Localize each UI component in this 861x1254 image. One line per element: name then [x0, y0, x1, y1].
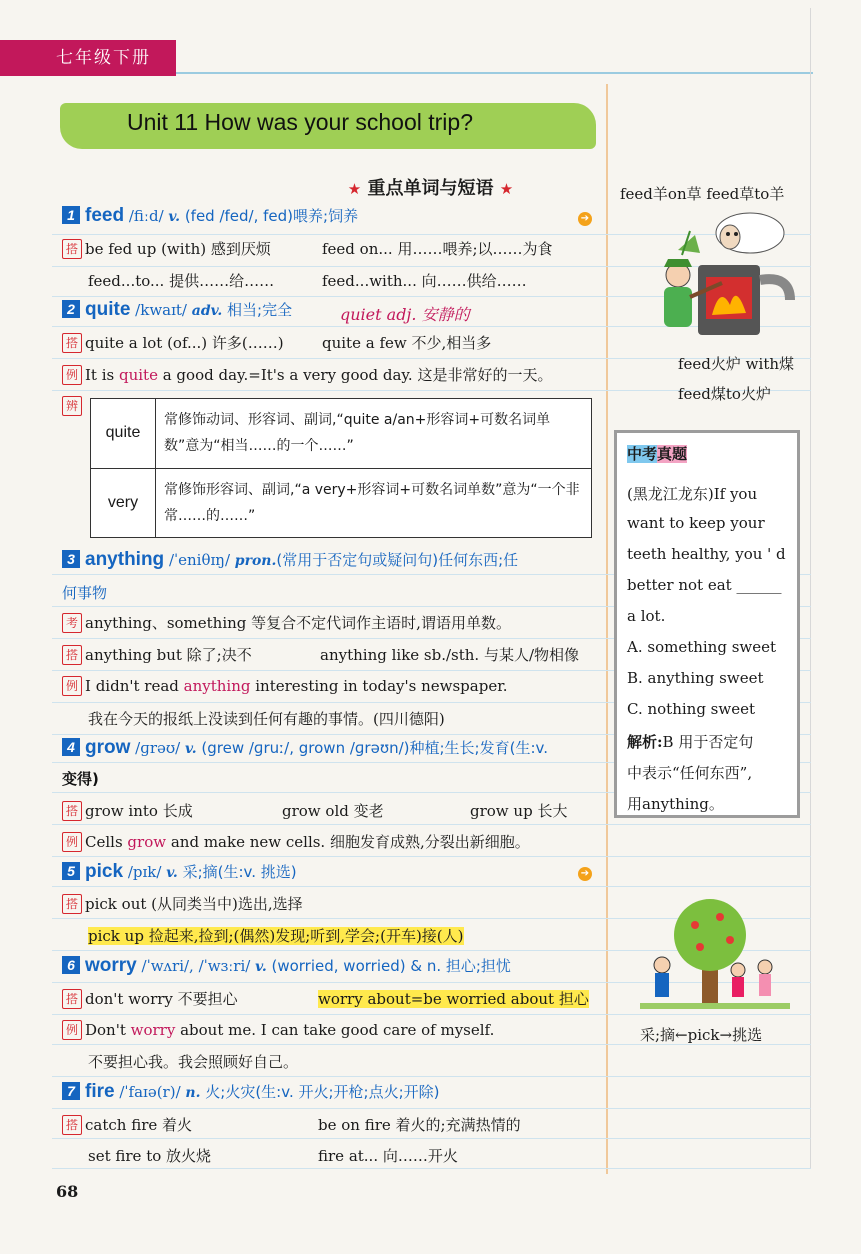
ruled-line: [52, 1076, 811, 1077]
phrase: grow up 长大: [470, 802, 568, 820]
meaning: 火;火灾(生:v. 开火;开枪;点火;开除): [205, 1083, 440, 1101]
example-keyword: grow: [127, 833, 167, 851]
phrase-row: [62, 1114, 192, 1135]
table-key: very: [91, 468, 156, 538]
exam-heading-b: 真题: [657, 445, 688, 463]
analysis-line: [627, 731, 753, 752]
question-line: a lot.: [627, 607, 666, 625]
tag-li-icon: 例: [62, 676, 82, 696]
pick-caption: 采;摘←pick→挑选: [640, 1026, 763, 1044]
phrase: anything like sb./sth. 与某人/物相像: [320, 646, 580, 664]
tag-bian-icon: 辨: [62, 396, 82, 416]
phrase: catch fire 着火: [85, 1116, 193, 1134]
entry-pick-head: [62, 861, 297, 883]
furnace-icon: [698, 265, 790, 335]
highlighted-phrase: worry about=be worried about 担心: [318, 990, 589, 1008]
phrase: [318, 988, 589, 1009]
example-text: interesting in today's newspaper.: [250, 677, 508, 695]
part-of-speech: adv.: [191, 303, 223, 319]
example-text: Cells: [85, 833, 128, 851]
headword: worry: [85, 955, 137, 976]
feed-illustration: [640, 205, 810, 345]
grade-tab: 七年级下册: [0, 40, 176, 76]
phrase: quite a lot (of...) 许多(……): [85, 334, 284, 352]
ruled-line: [52, 856, 811, 857]
entry-number: 7: [62, 1082, 80, 1100]
phrase: [88, 925, 464, 946]
meaning: (fed /fed/, fed)喂养;饲养: [184, 207, 359, 225]
table-row: [91, 399, 592, 469]
meaning: 采;摘(生:v. 挑选): [182, 863, 297, 881]
ruled-line: [52, 824, 811, 825]
question-line: (黑龙江龙东)If you: [627, 485, 758, 503]
phrase: anything but 除了;决不: [85, 646, 252, 664]
note-text: anything、something 等复合不定代词作主语时,谓语用单数。: [85, 614, 511, 632]
tag-da-icon: 搭: [62, 239, 82, 259]
page-number: 68: [56, 1182, 79, 1201]
entry-number: 4: [62, 738, 80, 756]
question-line: want to keep your: [627, 514, 765, 532]
phonetic: /ˈfaɪə(r)/: [119, 1083, 181, 1101]
tag-li-icon: 例: [62, 365, 82, 385]
ruled-line: [52, 1138, 811, 1139]
question-line: teeth healthy, you ' d: [627, 545, 786, 563]
example-text: about me. I can take good care of myself.: [175, 1021, 495, 1039]
feed-caption-b2: feed煤to火炉: [678, 385, 771, 403]
feed-caption-b1: feed火炉 with煤: [678, 355, 795, 373]
arrow-icon: ➔: [578, 867, 592, 881]
part-of-speech: v.: [168, 209, 181, 225]
example-keyword: worry: [130, 1021, 176, 1039]
entry-fire-head: [62, 1081, 440, 1103]
star-icon: ★: [347, 180, 362, 198]
phonetic: /ɡrəʊ/: [135, 739, 181, 757]
option-b: B. anything sweet: [627, 669, 764, 687]
example-row: [62, 1020, 494, 1040]
phrase: grow old 变老: [282, 802, 384, 820]
example-keyword: quite: [118, 366, 158, 384]
phrase: fire at... 向……开火: [318, 1147, 458, 1165]
table-key: quite: [91, 399, 156, 469]
tag-kao-icon: 考: [62, 613, 82, 633]
headword: feed: [85, 205, 125, 226]
analysis-text: B 用于否定句: [662, 733, 754, 751]
headword: quite: [85, 299, 131, 320]
phonetic: /ˈeniθɪŋ/: [168, 551, 231, 569]
sheep-icon: [678, 213, 784, 255]
tag-li-icon: 例: [62, 832, 82, 852]
headword: grow: [85, 737, 131, 758]
part-of-speech: pron.: [234, 553, 277, 569]
exam-question-box: [614, 430, 800, 818]
phonetic: /pɪk/: [127, 863, 162, 881]
analysis-line: 用anything。: [627, 795, 724, 813]
phrase: set fire to 放火烧: [88, 1147, 212, 1165]
part-of-speech: v.: [166, 865, 178, 881]
phrase: be fed up (with) 感到厌烦: [85, 240, 271, 258]
example-row: [62, 676, 507, 696]
tag-da-icon: 搭: [62, 801, 82, 821]
entry-number: 5: [62, 862, 80, 880]
comparison-table: [90, 398, 592, 538]
entry-number: 2: [62, 300, 80, 318]
headword: anything: [85, 549, 165, 570]
part-of-speech: v.: [185, 741, 197, 757]
entry-anything-head: [62, 549, 518, 571]
question-line: better not eat ______: [627, 576, 782, 594]
table-value: 常修饰动词、形容词、副词,“quite a/an+形容词+可数名词单数”意为“相当……的一个……”: [156, 399, 592, 469]
example-text: I didn't read: [85, 677, 184, 695]
example-text: a good day.=It's a very good day. 这是非常好的一天。: [157, 366, 553, 384]
example-text: and make new cells. 细胞发育成熟,分裂出新细胞。: [166, 833, 530, 851]
headword: pick: [85, 861, 124, 882]
section-heading-text: 重点单词与短语: [367, 178, 494, 199]
note-row: [62, 612, 511, 633]
part-of-speech: v.: [255, 959, 267, 975]
example-row: [62, 364, 552, 385]
highlighted-phrase: pick up 捡起来,捡到;(偶然)发现;听到,学会;(开车)接(人): [88, 927, 464, 945]
phrase-row: [62, 332, 284, 353]
part-of-speech: n.: [185, 1085, 201, 1101]
phrase: grow into 长成: [85, 802, 193, 820]
phrase-row: [62, 800, 193, 821]
meaning-cont: 何事物: [62, 584, 108, 602]
option-c: C. nothing sweet: [627, 700, 756, 718]
phonetic: /ˈwʌri/, /ˈwɜːri/: [141, 957, 251, 975]
meaning: (常用于否定句或疑问句)任何东西;任: [276, 551, 519, 569]
ruled-line: [52, 886, 811, 887]
tag-da-icon: 搭: [62, 1115, 82, 1135]
phrase: pick out (从同类当中)选出,选择: [85, 895, 303, 913]
tag-bian-row: [62, 396, 85, 416]
example-text: It is: [85, 366, 119, 384]
phrase-row: [62, 988, 238, 1009]
tag-da-icon: 搭: [62, 989, 82, 1009]
example-translation: 我在今天的报纸上没读到任何有趣的事情。(四川德阳): [88, 710, 445, 728]
phrase: don't worry 不要担心: [85, 990, 238, 1008]
phrase: be on fire 着火的;充满热情的: [318, 1116, 521, 1134]
example-text: Don't: [85, 1021, 131, 1039]
phrase-row: [62, 893, 303, 914]
feed-caption-top: feed羊on草 feed草to羊: [620, 185, 785, 203]
example-translation: 不要担心我。我会照顾好自己。: [88, 1053, 299, 1071]
phrase: feed on... 用……喂养;以……为食: [322, 240, 553, 258]
phrase: quite a few 不少,相当多: [322, 334, 492, 352]
tag-da-icon: 搭: [62, 645, 82, 665]
column-divider: [606, 84, 608, 1174]
example-row: [62, 831, 530, 852]
phonetic: /kwaɪt/: [135, 301, 187, 319]
ruled-line: [52, 1168, 811, 1169]
option-a: A. something sweet: [627, 638, 777, 656]
table-value: 常修饰形容词、副词,“a very+形容词+可数名词单数”意为“一个非常……的……”: [156, 468, 592, 538]
meaning: (grew /ɡruː/, grown /ɡrəʊn/)种植;生长;发育(生:v.: [201, 739, 548, 757]
unit-title: Unit 11 How was your school trip?: [127, 109, 473, 135]
star-icon: ★: [499, 180, 514, 198]
handwritten-note: quiet adj. 安静的: [340, 305, 470, 324]
entry-number: 1: [62, 206, 80, 224]
exam-heading: [627, 443, 687, 464]
entry-number: 6: [62, 956, 80, 974]
table-row: [91, 468, 592, 538]
tag-da-icon: 搭: [62, 333, 82, 353]
ruled-line: [52, 1014, 811, 1015]
pick-illustration: [640, 895, 790, 1013]
entry-grow-head: [62, 737, 548, 759]
entry-quite-head: [62, 299, 292, 321]
entry-worry-head: [62, 955, 511, 977]
phrase: feed...to... 提供……给……: [88, 272, 275, 290]
entry-number: 3: [62, 550, 80, 568]
meaning: 相当;完全: [227, 301, 293, 319]
exam-heading-a: 中考: [627, 445, 658, 463]
arrow-icon: ➔: [578, 212, 592, 226]
example-keyword: anything: [183, 677, 251, 695]
phrase-row: [62, 238, 271, 259]
phonetic: /fiːd/: [128, 207, 164, 225]
headword: fire: [85, 1081, 115, 1102]
tag-li-icon: 例: [62, 1020, 82, 1040]
meaning: (worried, worried) & n. 担心;担忧: [271, 957, 511, 975]
phrase: feed...with... 向……供给……: [322, 272, 527, 290]
header-rule: [176, 72, 813, 74]
analysis-label: 解析:: [627, 733, 663, 751]
meaning-cont: 变得): [62, 770, 99, 788]
ruled-line: [52, 1108, 811, 1109]
phrase-row: [62, 644, 252, 665]
tag-da-icon: 搭: [62, 894, 82, 914]
entry-feed-head: [62, 205, 358, 227]
analysis-line: 中表示“任何东西”,: [627, 764, 753, 782]
